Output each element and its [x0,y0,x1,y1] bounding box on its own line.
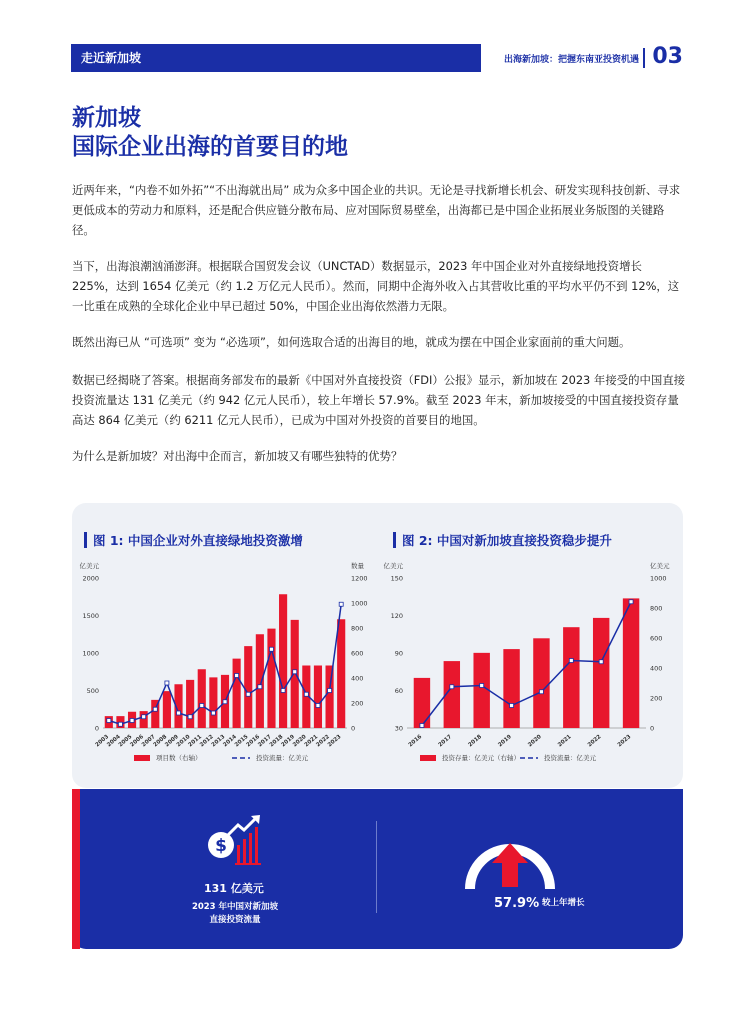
x-tick-label: 2018 [467,733,483,749]
line-point [480,684,484,688]
left-axis-unit: 亿美元 [383,562,403,570]
x-tick-label: 2007 [140,733,157,749]
banner-divider [376,821,377,913]
bar [256,634,264,728]
x-tick-label: 2022 [586,733,603,749]
page-title [72,104,348,162]
right-tick-label: 200 [650,694,663,703]
line-point [165,681,169,685]
line-point [510,704,514,708]
page-number: 03 [652,44,683,69]
bar [267,629,275,728]
x-tick-label: 2008 [152,733,169,749]
line-point [269,647,273,651]
x-tick-label: 2017 [437,733,454,749]
banner-red-strip [72,789,80,949]
left-tick-label: 120 [390,612,403,620]
right-axis-unit: 数量 [351,562,364,570]
legend-line-label: 投资流量：亿美元 [256,754,308,762]
kpi-growth-label: 较上年增长 [542,898,585,908]
line-point [599,660,603,664]
bar [186,680,194,728]
right-tick-label: 1200 [351,574,368,583]
bar [503,649,519,728]
right-tick-label: 800 [351,624,364,633]
x-tick-label: 2005 [117,733,134,749]
line-point [118,722,122,726]
bar [244,646,252,728]
kpi-investment-label-line1: 2023 年中国对新加坡 [191,902,279,912]
chart-2-title-text: 图 2: 中国对新加坡直接投资稳步提升 [402,533,612,548]
legend-bar-label: 投资存量：亿美元（右轴） [442,754,520,762]
kpi-banner [72,789,683,949]
kpi-growth-value: 57.9% [494,896,540,911]
line-point [539,690,543,694]
line-point [569,659,573,663]
x-tick-label: 2004 [106,733,122,749]
line-point [246,692,250,696]
bar [533,638,549,728]
x-tick-label: 2017 [257,733,273,749]
line-point [420,724,424,728]
chart-1-title-text: 图 1: 中国企业对外直接绿地投资激增 [93,533,303,548]
line-point [235,674,239,678]
x-tick-label: 2022 [315,733,331,749]
x-tick-label: 2016 [407,733,424,749]
legend-line-label: 投资流量：亿美元 [544,754,596,762]
right-tick-label: 200 [351,699,364,708]
title-accent-bar [393,532,396,548]
bar [337,619,345,728]
line-point [211,711,215,715]
bar [623,598,639,728]
chart-1 [72,560,382,775]
x-tick-label: 2013 [210,733,227,749]
x-tick-label: 2019 [280,733,296,749]
right-tick-label: 800 [650,604,663,613]
kpi-investment-value: 131 亿美元 [204,882,264,895]
left-tick-label: 150 [390,574,403,583]
right-tick-label: 0 [351,724,356,733]
title-line-1: 新加坡 [72,105,141,131]
bar [198,669,206,728]
line-point [316,704,320,708]
header-divider [643,48,645,68]
report-title: 出海新加坡：把握东南亚投资机遇 [503,55,639,65]
line-point [281,689,285,693]
line-point [450,685,454,689]
x-tick-label: 2003 [94,733,111,749]
chart-2-title [393,531,612,549]
x-tick-label: 2020 [527,733,543,749]
x-tick-label: 2015 [233,733,250,749]
x-tick-label: 2006 [129,733,145,749]
line-point [328,689,332,693]
x-tick-label: 2019 [497,733,513,749]
bar [414,678,430,728]
section-label: 走近新加坡 [81,51,142,65]
title-line-2: 国际企业出海的首要目的地 [72,134,348,160]
x-tick-label: 2011 [187,733,204,749]
kpi-investment-label [169,901,301,927]
left-tick-label: 500 [86,687,99,695]
line-point [304,692,308,696]
kpi-investment-label-line2: 直接投资流量 [209,915,261,925]
dollar-growth-icon [204,813,266,869]
legend-bar-label: 项目数（右轴） [156,754,202,762]
x-tick-label: 2023 [326,733,343,749]
x-tick-label: 2018 [268,733,285,749]
x-tick-label: 2021 [303,733,320,749]
bar [473,653,489,728]
x-tick-label: 2021 [557,733,573,749]
right-tick-label: 0 [650,724,655,733]
x-tick-label: 2010 [175,733,192,749]
line-point [293,670,297,674]
left-tick-label: 1000 [82,649,99,658]
svg-text:$: $ [215,836,227,856]
line-point [107,719,111,723]
line-point [130,719,134,723]
bar [140,711,148,728]
bar [279,594,287,728]
bar [233,659,241,728]
line-point [188,715,192,719]
left-tick-label: 2000 [82,574,99,583]
chart-2 [382,560,682,775]
line-point [223,700,227,704]
line-point [629,600,633,604]
x-tick-label: 2014 [222,733,238,749]
bar [593,618,609,728]
paragraph-4: 数据已经揭晓了答案。根据商务部发布的最新《中国对外直接投资（FDI）公报》显示，新加坡在 2023 年接受的中国直接投资流量达 131 亿美元（约 942 亿元人民币），较上年增长 57.9%。截至 2023 年末，新加坡接受的中国直接投资存量高达 864 亿美元（约 6211 亿元人民币），已成为中国对外投资的首要目的地国。 [72,373,686,427]
paragraph-2: 当下，出海浪潮汹涌澎湃。根据联合国贸发会议（UNCTAD）数据显示，2023 年中国企业对外直接绿地投资增长 225%，达到 1654 亿美元（约 1.2 万亿元人民币）。然而，同期中企海外收入占其营收比重的平均水平仍不到 12%，这一比重在成熟的全球化企业中早已超过 50%，中国企业出海依然潜力无限。 [72,259,680,313]
section-header-bar [71,44,481,72]
bar [314,666,322,729]
left-tick-label: 0 [94,724,99,733]
x-tick-label: 2023 [616,733,633,749]
left-tick-label: 30 [394,724,403,733]
left-tick-label: 60 [394,687,403,695]
right-tick-label: 1000 [351,599,368,608]
right-tick-label: 400 [650,664,663,673]
right-tick-label: 1000 [650,574,667,583]
x-tick-label: 2020 [292,733,308,749]
line-point [142,715,146,719]
paragraph-1: 近两年来，“内卷不如外拓”“不出海就出局” 成为众多中国企业的共识。无论是寻找新增长机会、研发实现科技创新、寻求更低成本的劳动力和原料，还是配合供应链分散布局、应对国际贸易壁垒，出海都已是中国企业拓展业务版图的关键路径。 [72,183,681,237]
right-tick-label: 600 [650,634,663,643]
line-point [153,707,157,711]
x-tick-label: 2016 [245,733,262,749]
left-axis-unit: 亿美元 [79,562,99,570]
line-point [177,711,181,715]
bar [163,691,171,728]
line-point [200,704,204,708]
left-tick-label: 1500 [82,612,99,620]
bar [209,677,217,728]
right-axis-unit: 亿美元 [650,562,670,570]
right-tick-label: 400 [351,674,364,683]
paragraph-5: 为什么是新加坡？对出海中企而言，新加坡又有哪些独特的优势？ [72,449,403,463]
legend-bar-swatch [134,755,150,761]
legend-bar-swatch [420,755,436,761]
x-tick-label: 2012 [199,733,215,749]
paragraph-3: 既然出海已从 “可选项” 变为 “必选项”，如何选取合适的出海目的地，就成为摆在中国企业家面前的重大问题。 [72,335,631,349]
left-tick-label: 90 [394,649,403,658]
line-point [339,602,343,606]
right-tick-label: 600 [351,649,364,658]
line-point [258,685,262,689]
x-tick-label: 2009 [164,733,180,749]
chart-1-title [84,531,303,549]
report-header [483,44,683,72]
bar [563,627,579,728]
title-accent-bar [84,532,87,548]
